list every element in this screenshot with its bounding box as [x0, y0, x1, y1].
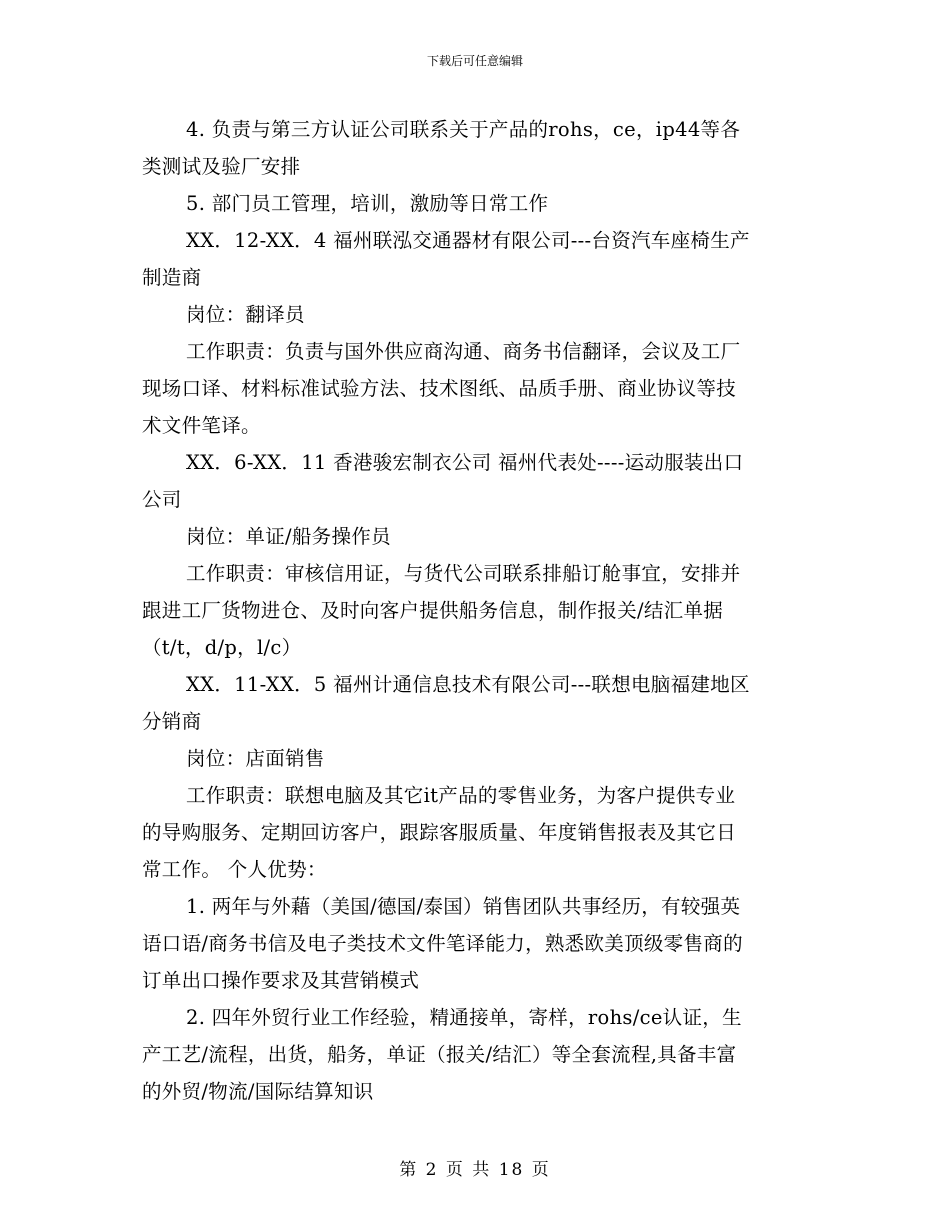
text-line: XX．12-XX．4 福州联泓交通器材有限公司---台资汽车座椅生产 [186, 229, 750, 252]
text-line: 岗位：单证/船务操作员 [186, 525, 391, 548]
text-line: 类测试及验厂安排 [142, 155, 301, 178]
text-line: 2. 四年外贸行业工作经验，精通接单，寄样，rohs/ce认证，生 [186, 1006, 742, 1029]
text-line: 工作职责：审核信用证，与货代公司联系排船订舱事宜，安排并 [186, 562, 741, 585]
text-line: 语口语/商务书信及电子类技术文件笔译能力，熟悉欧美顶级零售商的 [142, 932, 743, 955]
text-line: 产工艺/流程，出货，船务，单证（报关/结汇）等全套流程,具备丰富 [142, 1043, 737, 1066]
text-line: （t/t，d/p，l/c） [142, 636, 302, 659]
text-line: 1. 两年与外藉（美国/德国/泰国）销售团队共事经历，有较强英 [186, 895, 741, 918]
text-line: 现场口译、材料标准试验方法、技术图纸、品质手册、商业协议等技 [142, 377, 737, 400]
text-line: 4. 负责与第三方认证公司联系关于产品的rohs，ce，ip44等各 [186, 118, 741, 141]
text-line: 常工作。 个人优势： [142, 858, 327, 881]
text-line: 工作职责：联想电脑及其它it产品的零售业务，为客户提供专业 [186, 784, 736, 807]
text-line: 的外贸/物流/国际结算知识 [142, 1080, 374, 1103]
text-line: XX．11-XX．5 福州计通信息技术有限公司---联想电脑福建地区 [186, 673, 750, 696]
page-footer: 第 2 页 共 18 页 [399, 1160, 551, 1180]
text-line: 跟进工厂货物进仓、及时向客户提供船务信息，制作报关/结汇单据 [142, 599, 724, 622]
text-line: 的导购服务、定期回访客户，跟踪客服质量、年度销售报表及其它日 [142, 821, 737, 844]
page-header: 下载后可任意编辑 [426, 54, 523, 68]
text-line: 分销商 [142, 710, 202, 733]
text-line: 术文件笔译。 [142, 414, 261, 437]
text-line: 制造商 [142, 266, 202, 289]
text-line: 岗位：翻译员 [186, 303, 305, 326]
text-line: XX．6-XX．11 香港骏宏制衣公司 福州代表处----运动服装出口 [186, 451, 744, 474]
text-line: 5. 部门员工管理，培训，激励等日常工作 [186, 192, 549, 215]
text-line: 工作职责：负责与国外供应商沟通、商务书信翻译，会议及工厂 [186, 340, 741, 363]
text-line: 岗位：店面销售 [186, 747, 325, 770]
text-line: 订单出口操作要求及其营销模式 [142, 969, 420, 992]
text-line: 公司 [142, 488, 182, 511]
